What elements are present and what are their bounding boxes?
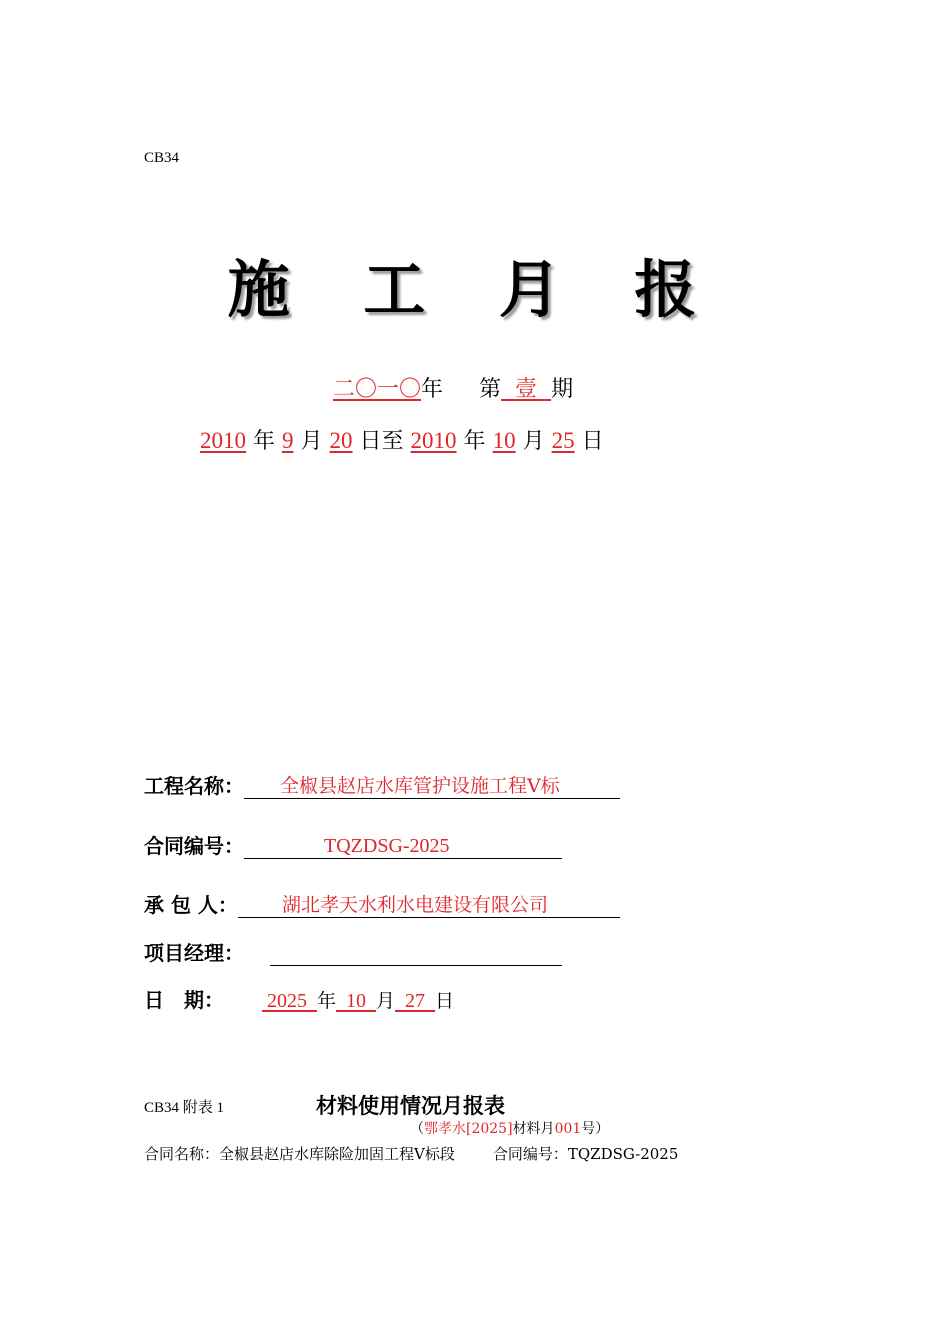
issue-number: 壹 [515, 377, 538, 402]
form-code: CB34 [144, 150, 180, 166]
issue-suffix: 期 [551, 377, 574, 402]
contractor-row [144, 889, 620, 918]
date-day: 27 [405, 990, 426, 1012]
start-day: 20 [329, 428, 353, 453]
contract-no-row [144, 830, 562, 859]
project-manager-label: 项目经理： [144, 941, 244, 965]
end-year: 2010 [410, 428, 457, 453]
project-name-value: 全椒县赵店水库管护设施工程Ⅴ标 [280, 771, 560, 799]
report-date-range: 2010 年 9 月 20 日至 2010 年 10 月 25 日 [200, 428, 604, 454]
contractor-value: 湖北孝天水利水电建设有限公司 [282, 890, 548, 918]
start-year: 2010 [200, 428, 246, 453]
contract-info-line [144, 1143, 678, 1164]
report-period [333, 372, 573, 403]
issue-prefix: 第 [479, 377, 502, 402]
period-year-suffix: 年 [421, 377, 444, 402]
contract-no-text: 合同编号：TQZDSG-2025 [492, 1145, 679, 1163]
date-row: 日 期： 2025 年 10 月 27 日 [144, 988, 455, 1012]
contractor-label: 承 包 人： [144, 893, 238, 917]
contract-no-value: TQZDSG-2025 [324, 835, 450, 857]
report-title: 施 工 月 报 [227, 253, 723, 326]
contract-no-label: 合同编号： [144, 834, 244, 858]
date-year: 2025 [267, 990, 307, 1012]
end-day: 25 [551, 428, 575, 453]
start-month: 9 [282, 428, 294, 453]
end-month: 10 [492, 428, 516, 453]
project-name-row [144, 770, 620, 799]
date-month: 10 [346, 990, 367, 1012]
period-year: 二〇一〇 [333, 377, 422, 402]
document-number: （鄂孝水[2025]材料月001号） [410, 1121, 610, 1137]
project-manager-value [270, 943, 562, 966]
project-name-label: 工程名称： [144, 774, 244, 798]
attachment-title: 材料使用情况月报表 [316, 1094, 505, 1118]
project-manager-row [144, 937, 562, 966]
contract-name-text: 合同名称：全椒县赵店水库除险加固工程Ⅴ标段 [144, 1145, 455, 1163]
attachment-code: CB34 附表 1 [144, 1100, 225, 1116]
date-label: 日 期： [144, 988, 224, 1012]
